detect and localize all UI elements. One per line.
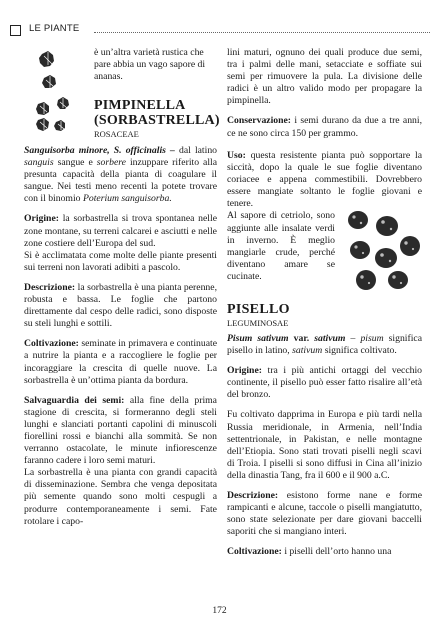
pisello-family: LEGUMINOSAE xyxy=(227,318,289,328)
text-run: significa pisello in latino, xyxy=(227,333,423,357)
page-number: 172 xyxy=(212,606,227,616)
descrizione-paragraph xyxy=(24,282,217,330)
coltivazione-label: Coltivazione: xyxy=(227,546,282,558)
pimpinella-family: ROSACEAE xyxy=(94,129,139,139)
pimpinella-title xyxy=(94,98,220,128)
section-title: LE PIANTE xyxy=(29,23,80,34)
descrizione-label: Descrizione: xyxy=(24,281,76,293)
latin-name: Sanguisorba minore, S. officinalis – xyxy=(24,145,175,156)
intro-text: è un’altra varietà rustica che pare abbia un vago sapore di ananas. xyxy=(94,47,206,83)
descrizione-label: Descrizione: xyxy=(227,490,279,502)
section-marker-icon xyxy=(10,25,21,36)
conservazione-label: Conservazione: xyxy=(227,115,292,127)
capolini-paragraph: lini maturi, ognuno dei quali produce due semi, tra i palmi delle mani, setacciate e soffiate sui semi per rimuovere la pula. La divisione delle radici è un altro valido modo per propagare la pimpinella. xyxy=(227,47,422,107)
text-run: i piselli dell’orto hanno una xyxy=(281,546,392,558)
text-run: la sorbastrella è una pianta perenne, robusta e bassa. Le foglie che partono direttamente dal cespo delle radici, sono disposte su steli lunghi e sottili. xyxy=(24,281,217,330)
text-run: la sorbastrella si trova spontanea nelle zone montane, su terreni calcarei e asciutti e nelle zone costiere dell’Europa del sud. xyxy=(24,213,217,249)
salvaguardia-label: Salvaguardia dei semi: xyxy=(24,394,125,406)
pimpinella-name-paragraph xyxy=(24,145,217,205)
latin-name: sativum xyxy=(314,333,346,344)
origine-label: Origine: xyxy=(227,365,262,377)
pisello-title: PISELLO xyxy=(227,302,290,317)
italic-term: sorbere xyxy=(96,157,126,169)
italic-term: pisum xyxy=(360,333,384,344)
uso-paragraph xyxy=(227,150,422,210)
coltivazione-label: Coltivazione: xyxy=(24,338,79,350)
salvaguardia-paragraph xyxy=(24,395,217,468)
conservazione-paragraph xyxy=(227,115,422,139)
text-run: inzuppare riferito alla presunta capacità della pianta di coagulare il sangue. Nei testi meno recenti la potete trovare con il binomio xyxy=(24,157,218,205)
left-column xyxy=(24,145,217,536)
text-run: questa resistente pianta può sopportare la siccità, dopo la quale le sue foglie diventano coriacee e appena commestibili. Dovrebbero essere mangiate soltanto le foglie giovani e tenere. xyxy=(227,150,422,210)
pea-seeds-illustration xyxy=(340,206,422,296)
pisello-origine-paragraph xyxy=(227,365,422,401)
pimpinella-seeds-illustration xyxy=(30,46,92,134)
text-run: alla fine della prima stagione di crescita, si formeranno degli steli lunghi e slanciati portanti capolini di minuscoli fiorellini rossi e bianchi alla sommità. Se non verranno ostacolate, le minute infiorescenze faranno cadere i loro semi maturi. xyxy=(24,394,217,467)
pimpinella-title-line1: PIMPINELLA xyxy=(94,98,186,113)
origine-label: Origine: xyxy=(24,213,59,225)
pisello-coltivazione-paragraph xyxy=(227,546,422,558)
origine-paragraph xyxy=(24,213,217,249)
italic-term: sativum xyxy=(292,345,323,357)
origine-paragraph-2: Si è acclimatata come molte delle piante presenti sui terreni non lavorati adibiti a pascolo. xyxy=(24,249,217,273)
text-run: var. xyxy=(288,333,315,344)
text-run: i semi durano da due a tre anni, ce ne sono circa 150 per grammo. xyxy=(227,115,422,139)
italic-term: Poterium sanguisorba. xyxy=(82,193,172,205)
pisello-name-paragraph xyxy=(227,333,422,357)
coltivazione-paragraph xyxy=(24,338,217,386)
pisello-column xyxy=(227,333,422,567)
pimpinella-title-line2: (SORBASTRELLA) xyxy=(94,113,220,128)
text-run: sangue e xyxy=(53,157,97,169)
text-run: esistono forme nane e forme rampicanti e alcune, taccole o piselli mangiatutto, sono state selezionate per dare giovani baccelli saporiti che si mangiano interi. xyxy=(227,490,422,538)
text-run: significa coltivato. xyxy=(322,345,397,357)
uso-paragraph-narrow: Al sapore di cetriolo, sono aggiunte alle insalate verdi in inverno. È meglio mangiarle crude, perché diventano amare se cucinate. xyxy=(227,210,335,282)
salvaguardia-paragraph-2: La sorbastrella è una pianta con grandi capacità di disseminazione. Sembra che venga depositata più semente quando sono molti cespugli a produrre contemporaneamente i semi. Fate rotolare i capo- xyxy=(24,467,217,527)
right-column-top xyxy=(227,47,422,148)
text-run: dal latino xyxy=(174,145,218,156)
pisello-descrizione-paragraph xyxy=(227,490,422,538)
running-header xyxy=(10,24,430,38)
header-dotted-rule xyxy=(94,32,430,33)
text-run: seminate in primavera e continuate a nutrire la pianta e a raccogliere le foglie per incoraggiare la crescita di quelle nuove. La sorbastrella è un’ottima pianta da bordura. xyxy=(24,338,217,386)
uso-label: Uso: xyxy=(227,150,246,161)
italic-term: sanguis xyxy=(24,157,54,169)
latin-name: Pisum sativum xyxy=(227,333,289,344)
text-run: – xyxy=(345,333,361,344)
pisello-origine-paragraph-2: Fu coltivato dapprima in Europa e più tardi nella Russia meridionale, in Armenia, nell’India settentrionale, in Pakistan, e nelle montagne dell’Etiopia. Sono stati trovati piselli negli scavi di Troia. I piselli si sono diffusi in Cina all’inizio della dinastia Tang, fra il 600 e il 900 a.C. xyxy=(227,409,422,481)
text-run: tra i più antichi ortaggi del vecchio continente, il pisello può esser fatto risalire all’età del bronzo. xyxy=(227,365,422,401)
